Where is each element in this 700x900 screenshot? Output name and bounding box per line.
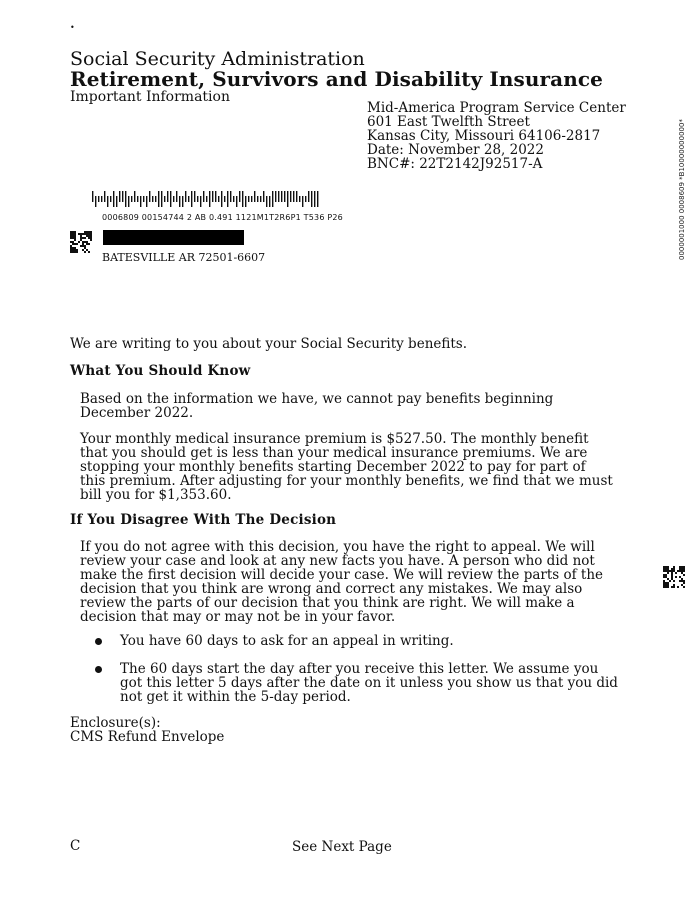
- bullet-text: The 60 days start the day after you receive this letter. We assume you got this letter 5 days after the date on it unless you show us that you did not get it within the 5-day period.: [120, 661, 618, 705]
- letter-date: Date: November 28, 2022: [367, 142, 544, 158]
- page-code: C: [70, 838, 81, 854]
- notice-type: Important Information: [70, 89, 230, 105]
- bullet-icon: [95, 666, 102, 673]
- enclosure-block: [70, 716, 224, 744]
- office-line: Kansas City, Missouri 64106-2817: [367, 128, 601, 144]
- qr-code-icon: [663, 566, 685, 588]
- paragraph-benefits-stop: Based on the information we have, we cannot pay benefits beginning December 2022.: [80, 391, 554, 421]
- paragraph-premium-billing: Your monthly medical insurance premium is $527.50. The monthly benefit that you should get is less than your medical insurance premiums. We are stopping your monthly benefits starting December 2022 to pay for part of this premium. After adjusting for your monthly benefits, we find that we must bill you for $1,353.60.: [80, 431, 613, 503]
- scan-speck: •: [70, 23, 75, 32]
- office-line: 601 East Twelfth Street: [367, 114, 530, 130]
- office-line: Mid-America Program Service Center: [367, 100, 626, 116]
- bullet-text: You have 60 days to ask for an appeal in writing.: [120, 633, 454, 649]
- enclosure-label: Enclosure(s):: [70, 715, 161, 731]
- section-heading-what-you-should-know: What You Should Know: [70, 363, 251, 379]
- redacted-recipient-name: [103, 230, 244, 245]
- bullet-icon: [95, 638, 102, 645]
- office-address-block: [367, 101, 626, 171]
- paragraph-appeal-rights: If you do not agree with this decision, you have the right to appeal. We will review your case and look at any new facts you have. A person who did not make the first decision will decide your case. We will review the parts of the decision that you think are wrong and correct any mistakes. We may also review the parts of our decision that you think are right. We will make a decision that may or may not be in your favor.: [80, 539, 604, 625]
- bnc-number: BNC#: 22T2142J92517-A: [367, 156, 543, 172]
- agency-name: Social Security Administration: [70, 48, 365, 70]
- enclosure-item: CMS Refund Envelope: [70, 729, 225, 745]
- section-heading-if-you-disagree: If You Disagree With The Decision: [70, 512, 337, 528]
- side-margin-code: [676, 60, 692, 260]
- intro-sentence: We are writing to you about your Social Security benefits.: [70, 336, 468, 352]
- see-next-page-note: See Next Page: [292, 839, 392, 855]
- qr-code-icon: [70, 231, 92, 253]
- recipient-city-state-zip: BATESVILLE AR 72501-6607: [102, 251, 266, 264]
- barcode-code-line: 0006809 00154744 2 AB 0.491 1121M1T2R6P1 T536 P26: [102, 213, 343, 222]
- postal-barcode-icon: [92, 191, 322, 207]
- side-margin-text: 0000001000 0008609 *B10000000000*: [678, 119, 686, 260]
- program-title: Retirement, Survivors and Disability Insurance: [70, 67, 603, 91]
